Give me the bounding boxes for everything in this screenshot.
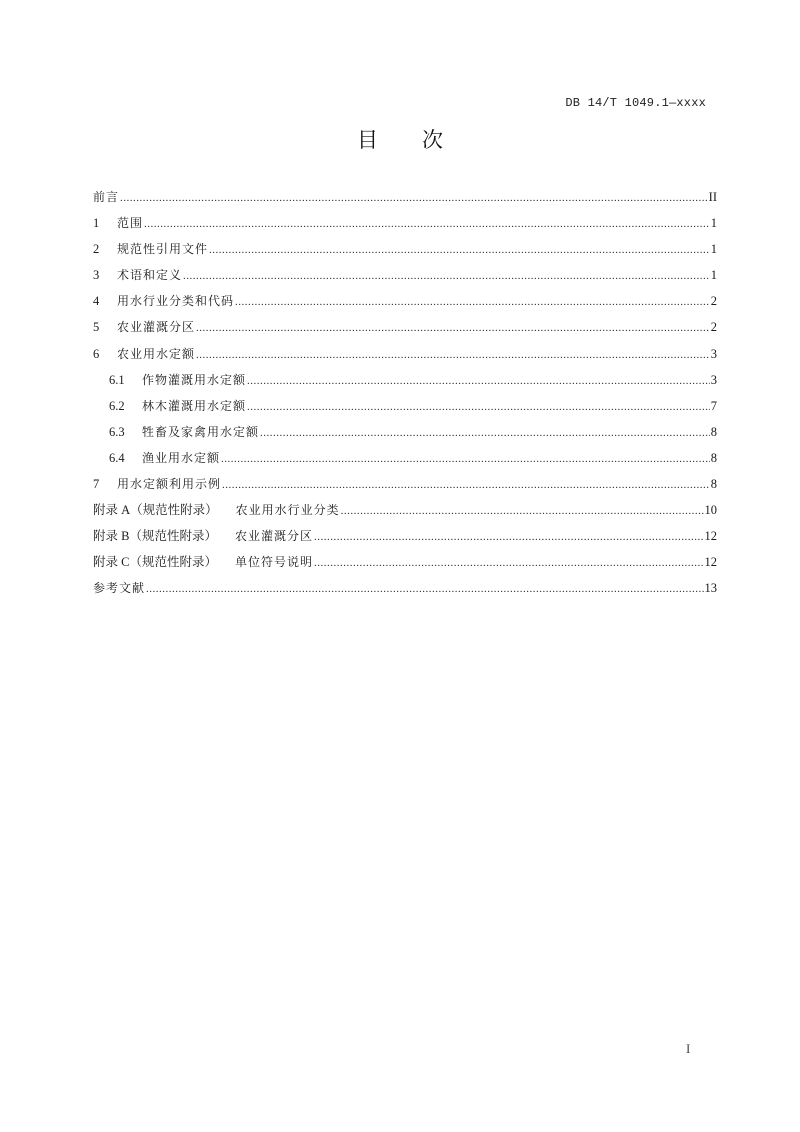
toc-entry-page: 7 <box>710 398 717 413</box>
toc-entry-label: 农业用水定额 <box>117 346 196 361</box>
table-of-contents <box>93 189 717 607</box>
toc-entry[interactable] <box>93 424 717 450</box>
toc-entry[interactable] <box>93 580 717 606</box>
toc-entry[interactable] <box>93 372 717 398</box>
dot-leader <box>314 529 704 545</box>
toc-entry-page: 1 <box>710 242 717 257</box>
dot-leader <box>314 555 704 571</box>
toc-entry-page: 8 <box>710 450 717 465</box>
toc-entry[interactable] <box>93 241 717 267</box>
toc-entry-label: 农业灌溉分区 <box>117 320 196 335</box>
dot-leader <box>196 320 710 336</box>
toc-entry-label: 前言 <box>93 190 120 204</box>
toc-entry-number: 6 <box>93 346 100 361</box>
dot-leader <box>120 190 708 206</box>
page-number: I <box>686 1041 691 1056</box>
toc-entry-number: 5 <box>93 320 100 335</box>
toc-entry[interactable] <box>93 267 717 293</box>
toc-entry-label: 参考文献 <box>93 581 146 596</box>
toc-entry-label: 范围 <box>117 216 144 231</box>
dot-leader <box>235 294 710 310</box>
toc-entry-page: 3 <box>710 372 717 387</box>
toc-entry[interactable] <box>93 502 717 528</box>
toc-entry-page: 8 <box>710 477 717 492</box>
dot-leader <box>247 399 710 415</box>
toc-entry-number: 3 <box>93 268 100 283</box>
dot-leader <box>196 347 710 363</box>
toc-entry-label: 用水行业分类和代码 <box>117 294 235 309</box>
toc-entry-number: 4 <box>93 294 100 309</box>
dot-leader <box>341 503 704 519</box>
toc-entry-label: 林木灌溉用水定额 <box>142 398 247 413</box>
toc-entry[interactable] <box>93 554 717 580</box>
standard-code: DB 14/T 1049.1—xxxx <box>565 96 706 110</box>
toc-entry-number: 附录 A（规范性附录） <box>93 503 218 518</box>
toc-entry-label: 用水定额利用示例 <box>117 477 222 492</box>
dot-leader <box>221 451 710 467</box>
toc-entry-page: 2 <box>710 294 717 309</box>
toc-entry-number: 6.4 <box>109 450 125 465</box>
toc-entry-page: 10 <box>704 503 717 518</box>
toc-entry-label: 单位符号说明 <box>234 555 313 570</box>
toc-entry-label: 作物灌溉用水定额 <box>142 372 247 387</box>
toc-entry[interactable] <box>93 450 717 476</box>
toc-entry-number: 6.1 <box>109 372 125 387</box>
toc-entry[interactable] <box>93 346 717 372</box>
toc-entry-label: 牲畜及家禽用水定额 <box>142 424 260 439</box>
toc-entry-page: 1 <box>710 268 717 283</box>
toc-entry-page: 8 <box>710 424 717 439</box>
toc-entry-number: 6.3 <box>109 424 125 439</box>
dot-leader <box>209 242 710 258</box>
toc-entry-page: II <box>708 190 717 204</box>
toc-entry[interactable] <box>93 189 717 215</box>
dot-leader <box>222 477 710 493</box>
toc-entry-page: 12 <box>704 529 717 544</box>
dot-leader <box>146 581 703 597</box>
toc-entry-page: 1 <box>710 216 717 231</box>
toc-entry[interactable] <box>93 215 717 241</box>
title-char-1: 目 <box>357 128 378 152</box>
toc-entry-number: 附录 B（规范性附录） <box>93 529 217 544</box>
dot-leader <box>183 268 710 284</box>
toc-entry[interactable] <box>93 528 717 554</box>
title-char-2: 次 <box>422 128 443 152</box>
dot-leader <box>260 425 710 441</box>
toc-entry-number: 附录 C（规范性附录） <box>93 555 217 570</box>
toc-entry-number: 7 <box>93 477 100 492</box>
toc-entry-number: 6.2 <box>109 398 125 413</box>
toc-entry-page: 3 <box>710 346 717 361</box>
dot-leader <box>247 373 710 389</box>
toc-entry-page: 12 <box>704 555 717 570</box>
toc-entry-label: 渔业用水定额 <box>142 450 221 465</box>
toc-entry-label: 农业用水行业分类 <box>235 503 340 518</box>
toc-entry[interactable] <box>93 476 717 502</box>
toc-entry-label: 农业灌溉分区 <box>234 529 313 544</box>
toc-entry-page: 13 <box>704 581 717 596</box>
toc-entry[interactable] <box>93 398 717 424</box>
page-title <box>0 124 800 154</box>
toc-entry-label: 术语和定义 <box>117 268 183 283</box>
toc-entry[interactable] <box>93 293 717 319</box>
toc-entry-page: 2 <box>710 320 717 335</box>
toc-entry-label: 规范性引用文件 <box>117 242 209 257</box>
toc-entry-number: 2 <box>93 242 100 257</box>
toc-entry[interactable] <box>93 319 717 345</box>
toc-entry-number: 1 <box>93 216 100 231</box>
dot-leader <box>144 216 710 232</box>
